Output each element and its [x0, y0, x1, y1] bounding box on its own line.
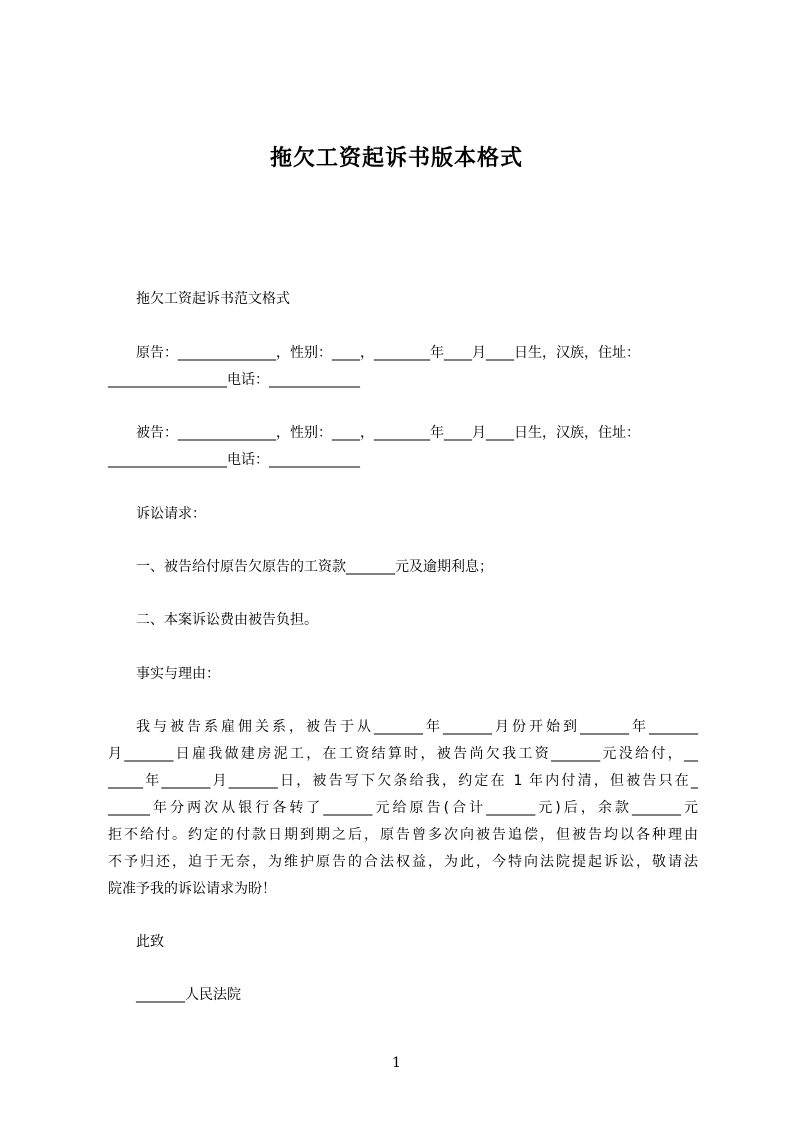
facts-line-6: 不予归还，迫于无奈，为维护原告的合法权益，为此，今特向法院提起诉讼，敬请法 — [108, 854, 698, 870]
closing-salutation: 此致 — [136, 934, 164, 950]
defendant-line-1: 被告：______________，性别：____，________年____月____日生，汉族，住址： — [136, 425, 640, 441]
claims-heading: 诉讼请求： — [136, 506, 206, 522]
facts-line-3: _____年_______月_______日，被告写下欠条给我，约定在 1 年内付清，但被告只在_ — [108, 773, 698, 789]
claim-item-1: 一、被告给付原告欠原告的工资款_______元及逾期利息； — [136, 559, 493, 575]
facts-line-2: 月_______日雇我做建房泥工，在工资结算时，被告尚欠我工资_______元没给付，__ — [108, 746, 698, 762]
facts-line-1: 我与被告系雇佣关系，被告于从_______年_______月份开始到_______年_______ — [136, 719, 698, 735]
document-title: 拖欠工资起诉书版本格式 — [269, 146, 523, 171]
claim-item-2: 二、本案诉讼费由被告负担。 — [136, 612, 318, 628]
page-number: 1 — [392, 1055, 401, 1071]
facts-heading: 事实与理由： — [136, 666, 220, 682]
plaintiff-line-2: _________________电话：_____________ — [108, 372, 360, 388]
plaintiff-line-1: 原告：______________，性别：____，________年____月____日生，汉族，住址： — [136, 345, 640, 361]
court-name: _______人民法院 — [136, 987, 241, 1003]
document-subtitle: 拖欠工资起诉书范文格式 — [136, 291, 290, 307]
facts-line-7: 院准予我的诉讼请求为盼！ — [108, 881, 276, 897]
facts-line-5: 拒不给付。约定的付款日期到期之后，原告曾多次向被告追偿，但被告均以各种理由 — [108, 827, 698, 843]
facts-line-4: ______年分两次从银行各转了_______元给原告(合计_______元)后，余款_______元 — [108, 800, 698, 816]
defendant-line-2: _________________电话：_____________ — [108, 452, 360, 468]
